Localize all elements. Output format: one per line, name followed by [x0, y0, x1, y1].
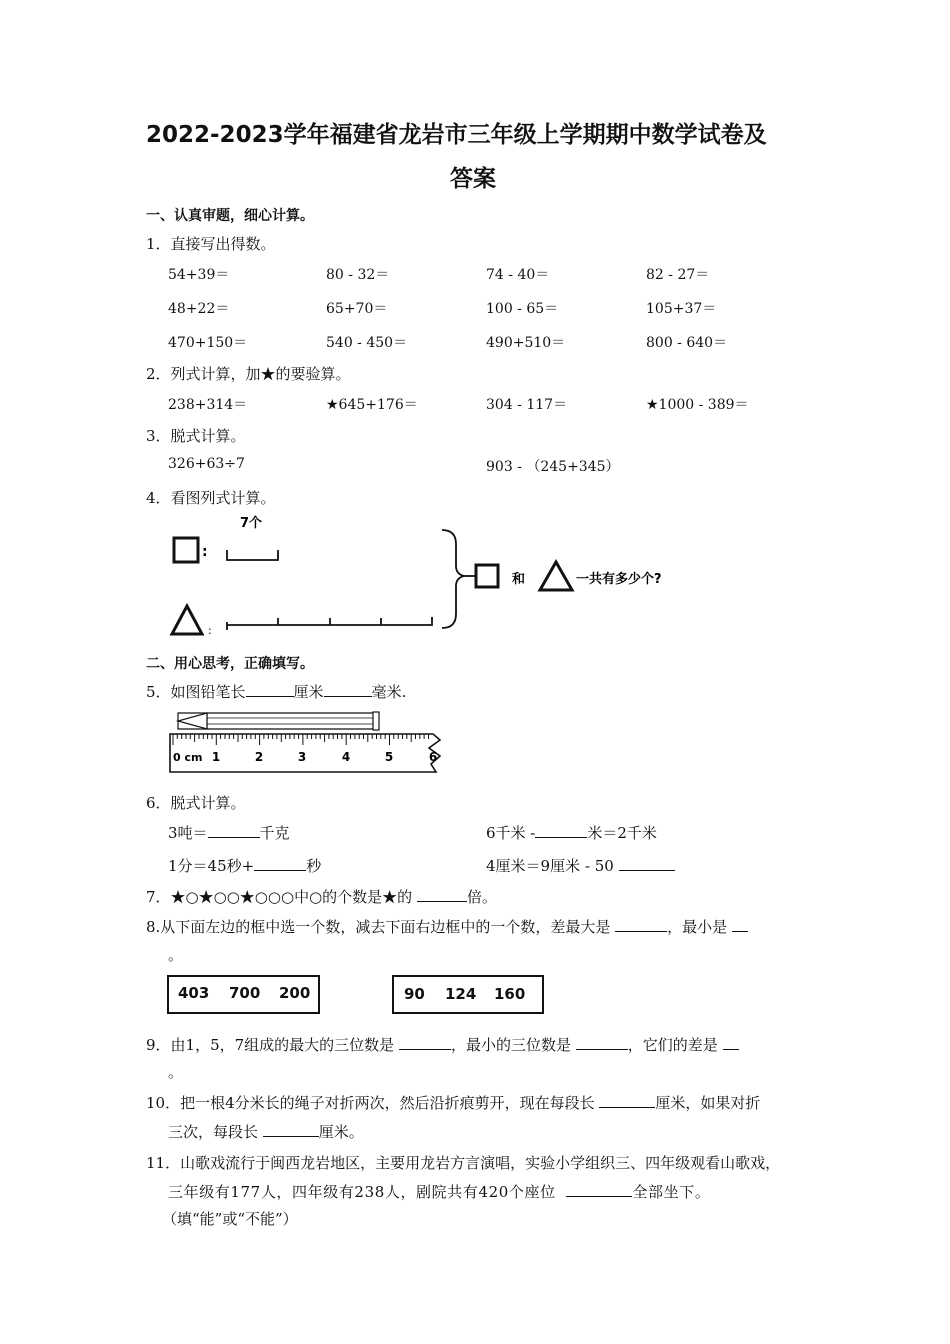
q2-item: ★1000 - 389＝ — [646, 397, 749, 413]
answer-blank[interactable] — [599, 1093, 655, 1108]
q2-item: ★645+176＝ — [326, 397, 418, 413]
box-number: 200 — [279, 984, 311, 1002]
q5-text-c: 毫米. — [371, 683, 407, 701]
ruler-tick-label: 6 — [428, 750, 438, 764]
q11-line1: 11．山歌戏流行于闽西龙岩地区，主要用龙岩方言演唱，实验小学组织三、四年级观看山歌戏， — [146, 1154, 781, 1172]
ruler-tick-label: 2 — [254, 750, 264, 764]
q1-item: 65+70＝ — [326, 301, 388, 317]
q6-item-text: 6千米 - — [486, 824, 536, 842]
q1-item: 48+22＝ — [168, 301, 230, 317]
page-title-line2: 答案 — [450, 166, 496, 192]
q2-text: 2．列式计算，加★的要验算。 — [146, 365, 351, 383]
q9-line — [146, 1034, 739, 1055]
answer-blank[interactable] — [732, 917, 748, 932]
square-icon — [174, 538, 198, 562]
q1-item: 100 - 65＝ — [486, 301, 559, 317]
ruler-tick-label: 4 — [341, 750, 351, 764]
box-number: 90 — [404, 985, 425, 1003]
answer-blank[interactable] — [535, 823, 587, 838]
answer-blank[interactable] — [566, 1182, 632, 1197]
square-icon — [476, 565, 498, 587]
q5-text-b: 厘米 — [293, 683, 324, 701]
box-number: 700 — [229, 984, 261, 1002]
ruler-tick-label: 5 — [384, 750, 394, 764]
q2-item: 238+314＝ — [168, 397, 248, 413]
ruler-tick-label: 3 — [297, 750, 307, 764]
q3-item: 326+63÷7 — [168, 456, 245, 472]
page-title-line1: 2022-2023学年福建省龙岩市三年级上学期期中数学试卷及 — [146, 122, 767, 148]
answer-blank[interactable] — [723, 1035, 739, 1050]
q1-item: 470+150＝ — [168, 335, 248, 351]
q10-line1 — [146, 1092, 760, 1113]
answer-blank[interactable] — [263, 1122, 319, 1137]
q6-item — [486, 855, 675, 876]
q7-text-b: 倍。 — [466, 888, 497, 906]
answer-blank[interactable] — [208, 823, 260, 838]
q7-line — [146, 886, 497, 907]
q10-text: 厘米，如果对折 — [655, 1094, 761, 1112]
answer-blank[interactable] — [576, 1035, 628, 1050]
triangle-icon — [172, 606, 202, 634]
q2-item: 304 - 117＝ — [486, 397, 568, 413]
answer-blank[interactable] — [615, 917, 667, 932]
q1-item: 540 - 450＝ — [326, 335, 408, 351]
q5-line — [146, 681, 406, 702]
q4-text: 4．看图列式计算。 — [146, 489, 276, 507]
ruler-unit-label: 0 cm — [173, 751, 203, 764]
ruler — [170, 734, 440, 772]
q6-item-text: 千克 — [259, 824, 290, 842]
q6-item-text: 1分＝45秒+ — [168, 857, 255, 875]
q6-item — [486, 822, 657, 843]
answer-blank[interactable] — [254, 856, 306, 871]
q4-figure — [160, 510, 720, 642]
q9-text-a: 9．由1，5，7组成的最大的三位数是 — [146, 1036, 395, 1054]
q10-text: 三次，每段长 — [168, 1123, 259, 1141]
triangle-icon — [540, 562, 572, 590]
square-bar — [227, 550, 278, 560]
q10-text: 10．把一根4分米长的绳子对折两次，然后沿折痕剪开，现在每段长 — [146, 1094, 595, 1112]
answer-blank[interactable] — [399, 1035, 451, 1050]
q10-text: 厘米。 — [318, 1123, 364, 1141]
q6-item — [168, 822, 290, 843]
q8-text: 8.从下面左边的框中选一个数，减去下面右边框中的一个数，差最大是 — [146, 918, 611, 936]
pencil-icon — [178, 712, 379, 730]
q6-text: 6．脱式计算。 — [146, 794, 246, 812]
q3-text: 3．脱式计算。 — [146, 427, 246, 445]
q6-item — [168, 855, 321, 876]
section1-heading: 一、认真审题，细心计算。 — [146, 208, 314, 224]
question-label: 一共有多少个? — [576, 572, 662, 587]
q7-text-a: 7．★○★○○★○○○中○的个数是★的 — [146, 888, 413, 906]
q9-text-b: ，最小的三位数是 — [450, 1036, 571, 1054]
q11-text: 三年级有177人，四年级有238人，剧院共有420个座位 — [168, 1183, 556, 1201]
q8-cont: 。 — [168, 946, 184, 964]
q8-text-b: ，最小是 — [667, 918, 728, 936]
q1-item: 82 - 27＝ — [646, 267, 710, 283]
answer-blank[interactable] — [324, 682, 372, 697]
q11-text: 全部坐下。 — [632, 1183, 711, 1201]
q6-item-text: 米＝2千米 — [587, 824, 657, 842]
q1-item: 800 - 640＝ — [646, 335, 728, 351]
section2-heading: 二、用心思考，正确填写。 — [146, 656, 314, 672]
q5-text-a: 5．如图铅笔长 — [146, 683, 246, 701]
ruler-tick-label: 1 — [211, 750, 221, 764]
q6-item-text: 4厘米＝9厘米 - 50 — [486, 857, 614, 875]
q1-item: 74 - 40＝ — [486, 267, 550, 283]
q9-text-c: ，它们的差是 — [627, 1036, 718, 1054]
answer-blank[interactable] — [417, 887, 467, 902]
answer-blank[interactable] — [246, 682, 294, 697]
q9-cont: 。 — [168, 1063, 184, 1081]
q10-line2 — [168, 1121, 364, 1142]
brace — [442, 530, 464, 628]
box-number: 124 — [445, 985, 477, 1003]
q11-line2 — [168, 1181, 710, 1202]
pencil-ruler-figure — [165, 708, 470, 778]
answer-blank[interactable] — [619, 856, 675, 871]
q1-item: 105+37＝ — [646, 301, 717, 317]
q1-item: 80 - 32＝ — [326, 267, 390, 283]
q1-text: 1．直接写出得数。 — [146, 235, 276, 253]
q1-item: 54+39＝ — [168, 267, 230, 283]
q11-line3: （填“能”或“不能”） — [162, 1210, 298, 1228]
q8-line — [146, 916, 748, 937]
q6-item-text: 3吨＝ — [168, 824, 208, 842]
colon-mark: : — [202, 544, 208, 560]
count-label: 7个 — [240, 516, 263, 531]
triangle-bar — [227, 617, 432, 630]
box-number: 403 — [178, 984, 210, 1002]
q6-item-text: 秒 — [306, 857, 322, 875]
colon-mark: : — [208, 624, 212, 637]
box-number: 160 — [494, 985, 526, 1003]
and-label: 和 — [512, 572, 526, 587]
q1-item: 490+510＝ — [486, 335, 566, 351]
q3-item: 903 - （245+345） — [486, 459, 620, 475]
